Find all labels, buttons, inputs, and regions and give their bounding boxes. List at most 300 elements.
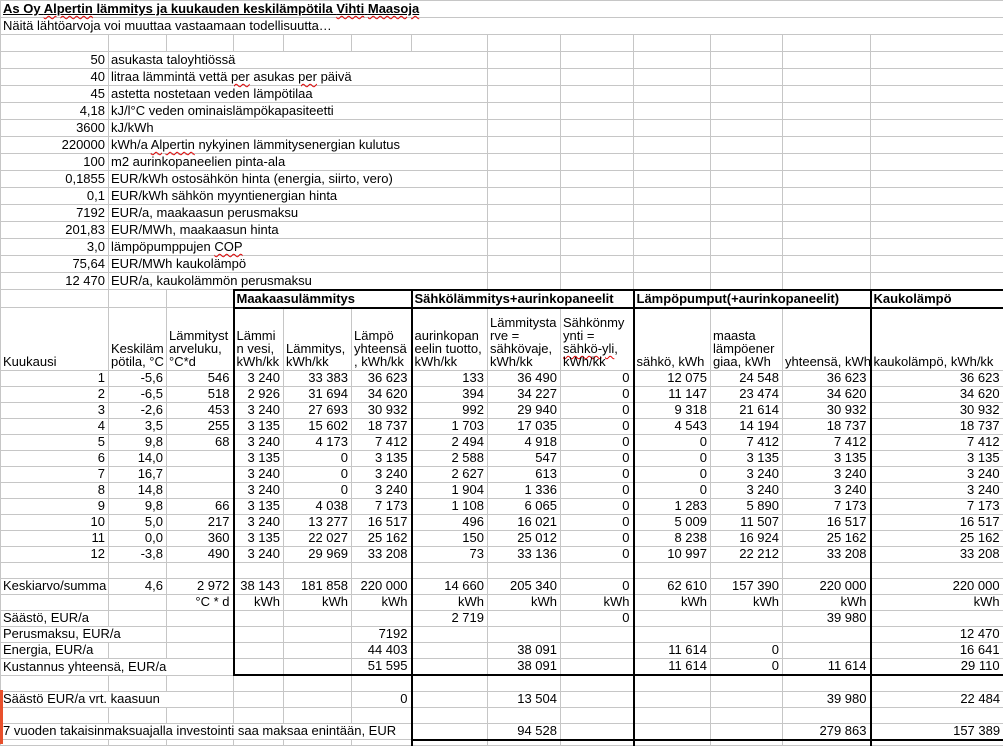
data-cell[interactable]: 15 602 xyxy=(284,419,352,435)
cell[interactable] xyxy=(871,239,1003,256)
column-header[interactable]: Lämmitys, kWh/kk xyxy=(284,308,352,371)
cell[interactable] xyxy=(561,35,634,52)
cell[interactable] xyxy=(167,707,234,723)
param-value[interactable]: 220000 xyxy=(1,137,109,154)
value-cell[interactable]: 2 719 xyxy=(412,611,488,627)
value-cell[interactable] xyxy=(561,627,634,643)
data-cell[interactable]: 24 548 xyxy=(711,371,783,387)
param-label[interactable]: kWh/a Alpertin nykyinen lämmitysenergian kulutus xyxy=(109,137,488,154)
value-cell[interactable]: kWh xyxy=(783,595,871,611)
cell[interactable] xyxy=(234,563,284,579)
value-cell[interactable] xyxy=(561,723,634,740)
value-cell[interactable] xyxy=(234,611,284,627)
column-header[interactable]: Sähkönmyynti = sähkö-yli, kWh/kk xyxy=(561,308,634,371)
cell[interactable] xyxy=(711,222,783,239)
cell[interactable] xyxy=(488,563,561,579)
group-header[interactable]: Lämpöpumput(+aurinkopaneelit) xyxy=(634,290,871,308)
cell[interactable] xyxy=(634,205,711,222)
data-cell[interactable]: 4 173 xyxy=(284,435,352,451)
value-cell[interactable] xyxy=(109,595,167,611)
cell[interactable] xyxy=(488,740,561,746)
value-cell[interactable] xyxy=(711,627,783,643)
column-header[interactable]: aurinkopaneelin tuotto, kWh/kk xyxy=(412,308,488,371)
cell[interactable] xyxy=(871,86,1003,103)
data-cell[interactable]: 3,5 xyxy=(109,419,167,435)
data-cell[interactable]: 2 588 xyxy=(412,451,488,467)
value-cell[interactable] xyxy=(634,611,711,627)
cell[interactable] xyxy=(488,707,561,723)
cell[interactable] xyxy=(634,563,711,579)
value-cell[interactable]: 94 528 xyxy=(488,723,561,740)
cell[interactable] xyxy=(871,707,1003,723)
value-cell[interactable] xyxy=(284,691,352,707)
column-header[interactable]: sähkö, kWh xyxy=(634,308,711,371)
value-cell[interactable] xyxy=(234,643,284,659)
cell[interactable] xyxy=(783,35,871,52)
data-cell[interactable]: 992 xyxy=(412,403,488,419)
cell[interactable] xyxy=(711,137,783,154)
data-cell[interactable]: 3 240 xyxy=(871,467,1003,483)
data-cell[interactable]: 6 065 xyxy=(488,499,561,515)
value-cell[interactable]: 157 389 xyxy=(871,723,1003,740)
data-cell[interactable]: 34 620 xyxy=(783,387,871,403)
data-cell[interactable]: 5 xyxy=(1,435,109,451)
value-cell[interactable] xyxy=(871,611,1003,627)
cell[interactable] xyxy=(871,52,1003,69)
cell[interactable] xyxy=(488,154,561,171)
cell[interactable] xyxy=(412,675,488,691)
cell[interactable] xyxy=(234,675,284,691)
value-cell[interactable]: 38 091 xyxy=(488,659,561,676)
value-cell[interactable] xyxy=(167,611,234,627)
cell[interactable] xyxy=(634,239,711,256)
cell[interactable] xyxy=(634,675,711,691)
cell[interactable] xyxy=(711,86,783,103)
param-label[interactable]: kJ/kWh xyxy=(109,120,488,137)
param-label[interactable]: EUR/kWh ostosähkön hinta (energia, siirto, vero) xyxy=(109,171,488,188)
cell[interactable] xyxy=(783,86,871,103)
param-value[interactable]: 50 xyxy=(1,52,109,69)
cell[interactable] xyxy=(634,137,711,154)
data-cell[interactable]: 30 932 xyxy=(871,403,1003,419)
cell[interactable] xyxy=(561,563,634,579)
value-cell[interactable] xyxy=(234,691,284,707)
data-cell[interactable]: 3 xyxy=(1,403,109,419)
value-cell[interactable]: 0 xyxy=(352,691,412,707)
value-cell[interactable] xyxy=(284,611,352,627)
cell[interactable] xyxy=(871,188,1003,205)
value-cell[interactable] xyxy=(783,643,871,659)
cell[interactable] xyxy=(634,86,711,103)
data-cell[interactable]: 217 xyxy=(167,515,234,531)
cell[interactable] xyxy=(783,171,871,188)
cell[interactable] xyxy=(783,740,871,746)
cell[interactable] xyxy=(871,137,1003,154)
param-label[interactable]: EUR/MWh kaukolämpö xyxy=(109,256,488,273)
data-cell[interactable]: 490 xyxy=(167,547,234,563)
cell[interactable] xyxy=(871,69,1003,86)
data-cell[interactable]: 8 xyxy=(1,483,109,499)
data-cell[interactable]: 0 xyxy=(634,435,711,451)
cell[interactable] xyxy=(783,707,871,723)
value-cell[interactable]: 0 xyxy=(711,643,783,659)
value-cell[interactable] xyxy=(561,659,634,676)
cell[interactable] xyxy=(561,154,634,171)
cell[interactable] xyxy=(167,675,234,691)
data-cell[interactable]: 613 xyxy=(488,467,561,483)
cell[interactable] xyxy=(412,740,488,746)
cell[interactable] xyxy=(488,205,561,222)
data-cell[interactable]: 34 620 xyxy=(871,387,1003,403)
cell[interactable] xyxy=(167,35,234,52)
cell[interactable] xyxy=(1,35,109,52)
value-cell[interactable]: °C * d xyxy=(167,595,234,611)
cell[interactable] xyxy=(167,563,234,579)
cell[interactable] xyxy=(634,120,711,137)
cell[interactable] xyxy=(783,222,871,239)
cell[interactable] xyxy=(488,256,561,273)
value-cell[interactable] xyxy=(488,611,561,627)
cell[interactable] xyxy=(167,740,234,746)
cell[interactable] xyxy=(871,103,1003,120)
cell[interactable] xyxy=(634,707,711,723)
cell[interactable] xyxy=(561,707,634,723)
data-cell[interactable]: 3 240 xyxy=(234,467,284,483)
value-cell[interactable]: 0 xyxy=(561,611,634,627)
data-cell[interactable]: 3 240 xyxy=(234,371,284,387)
data-cell[interactable]: 16 021 xyxy=(488,515,561,531)
data-cell[interactable]: 3 135 xyxy=(234,499,284,515)
data-cell[interactable]: 16 517 xyxy=(352,515,412,531)
cell[interactable] xyxy=(711,563,783,579)
data-cell[interactable]: 3 240 xyxy=(783,483,871,499)
cell[interactable] xyxy=(1,290,109,308)
data-cell[interactable]: 546 xyxy=(167,371,234,387)
cell[interactable] xyxy=(167,290,234,308)
cell[interactable] xyxy=(634,740,711,746)
data-cell[interactable]: 7 412 xyxy=(352,435,412,451)
cell[interactable] xyxy=(488,239,561,256)
data-cell[interactable]: 36 490 xyxy=(488,371,561,387)
data-cell[interactable]: 7 412 xyxy=(871,435,1003,451)
data-cell[interactable]: 453 xyxy=(167,403,234,419)
data-cell[interactable]: 360 xyxy=(167,531,234,547)
cell[interactable] xyxy=(634,171,711,188)
cell[interactable] xyxy=(352,563,412,579)
cell[interactable] xyxy=(711,675,783,691)
cell[interactable] xyxy=(561,740,634,746)
data-cell[interactable]: 7 173 xyxy=(871,499,1003,515)
param-value[interactable]: 7192 xyxy=(1,205,109,222)
value-cell[interactable]: kWh xyxy=(352,595,412,611)
cell[interactable] xyxy=(488,35,561,52)
value-cell[interactable]: 39 980 xyxy=(783,611,871,627)
data-cell[interactable]: 2 xyxy=(1,387,109,403)
cell[interactable] xyxy=(634,35,711,52)
value-cell[interactable] xyxy=(783,627,871,643)
value-cell[interactable] xyxy=(234,659,284,676)
cell[interactable] xyxy=(783,675,871,691)
data-cell[interactable]: 133 xyxy=(412,371,488,387)
cell[interactable] xyxy=(352,707,412,723)
data-cell[interactable]: 34 227 xyxy=(488,387,561,403)
data-cell[interactable]: 3 240 xyxy=(234,435,284,451)
value-cell[interactable] xyxy=(167,627,234,643)
cell[interactable] xyxy=(561,222,634,239)
value-cell[interactable]: 62 610 xyxy=(634,579,711,595)
value-cell[interactable]: kWh xyxy=(412,595,488,611)
data-cell[interactable]: 0 xyxy=(284,451,352,467)
param-value[interactable]: 3,0 xyxy=(1,239,109,256)
column-header[interactable]: Lämmitystarve = sähkövaje, kWh/kk xyxy=(488,308,561,371)
cell[interactable] xyxy=(783,188,871,205)
cell[interactable] xyxy=(488,120,561,137)
data-cell[interactable]: 1 xyxy=(1,371,109,387)
cell[interactable] xyxy=(109,35,167,52)
cell[interactable] xyxy=(711,239,783,256)
data-cell[interactable]: 0,0 xyxy=(109,531,167,547)
cell[interactable] xyxy=(634,273,711,290)
value-cell[interactable]: 0 xyxy=(711,659,783,676)
cell[interactable] xyxy=(871,35,1003,52)
data-cell[interactable]: 18 737 xyxy=(783,419,871,435)
param-value[interactable]: 3600 xyxy=(1,120,109,137)
param-label[interactable]: EUR/a, kaukolämmön perusmaksu xyxy=(109,273,488,290)
row-label[interactable]: Energia, EUR/a xyxy=(1,643,109,659)
value-cell[interactable]: 2 972 xyxy=(167,579,234,595)
cell[interactable] xyxy=(488,86,561,103)
cell[interactable] xyxy=(711,740,783,746)
cell[interactable] xyxy=(352,740,412,746)
data-cell[interactable]: 17 035 xyxy=(488,419,561,435)
cell[interactable] xyxy=(711,120,783,137)
data-cell[interactable]: 25 162 xyxy=(783,531,871,547)
value-cell[interactable]: 51 595 xyxy=(352,659,412,676)
value-cell[interactable] xyxy=(634,627,711,643)
value-cell[interactable]: 11 614 xyxy=(783,659,871,676)
value-cell[interactable]: 29 110 xyxy=(871,659,1003,676)
data-cell[interactable]: 4 543 xyxy=(634,419,711,435)
value-cell[interactable]: kWh xyxy=(634,595,711,611)
value-cell[interactable] xyxy=(109,611,167,627)
data-cell[interactable]: 1 108 xyxy=(412,499,488,515)
value-cell[interactable] xyxy=(634,691,711,707)
cell[interactable] xyxy=(1,675,109,691)
data-cell[interactable]: 3 135 xyxy=(234,531,284,547)
data-cell[interactable] xyxy=(167,467,234,483)
param-label[interactable]: litraa lämmintä vettä per asukas per päivä xyxy=(109,69,488,86)
cell[interactable] xyxy=(284,707,352,723)
data-cell[interactable]: 66 xyxy=(167,499,234,515)
param-value[interactable]: 201,83 xyxy=(1,222,109,239)
value-cell[interactable] xyxy=(634,723,711,740)
cell[interactable] xyxy=(488,171,561,188)
value-cell[interactable]: 12 470 xyxy=(871,627,1003,643)
data-cell[interactable]: 9 xyxy=(1,499,109,515)
row-label[interactable]: 7 vuoden takaisinmaksuajalla investointi saa maksaa enintään, EUR xyxy=(1,723,412,740)
data-cell[interactable]: 25 162 xyxy=(871,531,1003,547)
param-value[interactable]: 12 470 xyxy=(1,273,109,290)
cell[interactable] xyxy=(488,188,561,205)
cell[interactable] xyxy=(561,52,634,69)
param-value[interactable]: 0,1 xyxy=(1,188,109,205)
data-cell[interactable]: 0 xyxy=(561,483,634,499)
param-value[interactable]: 75,64 xyxy=(1,256,109,273)
row-label[interactable]: Keskiarvo/summa xyxy=(1,579,109,595)
cell[interactable] xyxy=(871,205,1003,222)
cell[interactable] xyxy=(711,154,783,171)
data-cell[interactable]: 3 240 xyxy=(352,483,412,499)
cell[interactable] xyxy=(352,35,412,52)
data-cell[interactable]: 3 135 xyxy=(234,451,284,467)
data-cell[interactable]: 0 xyxy=(561,419,634,435)
value-cell[interactable]: 13 504 xyxy=(488,691,561,707)
value-cell[interactable] xyxy=(711,723,783,740)
value-cell[interactable] xyxy=(412,723,488,740)
cell[interactable] xyxy=(871,171,1003,188)
cell[interactable] xyxy=(488,675,561,691)
param-label[interactable]: kJ/l°C veden ominaislämpökapasiteetti xyxy=(109,103,488,120)
data-cell[interactable]: 7 173 xyxy=(352,499,412,515)
value-cell[interactable]: 38 091 xyxy=(488,643,561,659)
data-cell[interactable]: 16 517 xyxy=(783,515,871,531)
value-cell[interactable]: 205 340 xyxy=(488,579,561,595)
param-value[interactable]: 100 xyxy=(1,154,109,171)
cell[interactable] xyxy=(488,52,561,69)
value-cell[interactable]: 44 403 xyxy=(352,643,412,659)
column-header[interactable]: Lämpö yhteensä, kWh/kk xyxy=(352,308,412,371)
data-cell[interactable]: 0 xyxy=(634,451,711,467)
value-cell[interactable]: 11 614 xyxy=(634,659,711,676)
value-cell[interactable]: 181 858 xyxy=(284,579,352,595)
data-cell[interactable]: -2,6 xyxy=(109,403,167,419)
data-cell[interactable]: 27 693 xyxy=(284,403,352,419)
data-cell[interactable]: 3 135 xyxy=(234,419,284,435)
data-cell[interactable]: 0 xyxy=(284,483,352,499)
data-cell[interactable]: 0 xyxy=(561,531,634,547)
value-cell[interactable]: 220 000 xyxy=(871,579,1003,595)
data-cell[interactable]: 8 238 xyxy=(634,531,711,547)
cell[interactable] xyxy=(634,256,711,273)
param-label[interactable]: EUR/a, maakaasun perusmaksu xyxy=(109,205,488,222)
data-cell[interactable]: 36 623 xyxy=(871,371,1003,387)
data-cell[interactable]: 9 318 xyxy=(634,403,711,419)
data-cell[interactable]: 2 627 xyxy=(412,467,488,483)
value-cell[interactable] xyxy=(561,691,634,707)
cell[interactable] xyxy=(634,188,711,205)
data-cell[interactable]: 18 737 xyxy=(352,419,412,435)
group-header[interactable]: Kaukolämpö xyxy=(871,290,1003,308)
data-cell[interactable]: 9,8 xyxy=(109,435,167,451)
cell[interactable] xyxy=(634,222,711,239)
cell[interactable] xyxy=(711,707,783,723)
data-cell[interactable]: 7 412 xyxy=(711,435,783,451)
data-cell[interactable]: 1 336 xyxy=(488,483,561,499)
value-cell[interactable] xyxy=(284,643,352,659)
param-label[interactable]: EUR/MWh, maakaasun hinta xyxy=(109,222,488,239)
cell[interactable] xyxy=(561,69,634,86)
data-cell[interactable]: 0 xyxy=(284,467,352,483)
value-cell[interactable] xyxy=(711,611,783,627)
column-header[interactable]: yhteensä, kWh xyxy=(783,308,871,371)
value-cell[interactable]: 0 xyxy=(561,579,634,595)
data-cell[interactable]: 10 xyxy=(1,515,109,531)
data-cell[interactable]: 73 xyxy=(412,547,488,563)
column-header[interactable]: Lämmin vesi, kWh/kk xyxy=(234,308,284,371)
column-header[interactable]: maasta lämpöenergiaa, kWh xyxy=(711,308,783,371)
cell[interactable] xyxy=(412,35,488,52)
data-cell[interactable]: 150 xyxy=(412,531,488,547)
cell[interactable] xyxy=(352,675,412,691)
data-cell[interactable]: 10 997 xyxy=(634,547,711,563)
row-label[interactable]: Perusmaksu, EUR/a xyxy=(1,627,167,643)
cell[interactable] xyxy=(561,273,634,290)
data-cell[interactable]: 0 xyxy=(561,387,634,403)
cell[interactable] xyxy=(234,707,284,723)
data-cell[interactable]: 31 694 xyxy=(284,387,352,403)
cell[interactable] xyxy=(109,707,167,723)
data-cell[interactable]: 7 xyxy=(1,467,109,483)
data-cell[interactable]: 1 703 xyxy=(412,419,488,435)
cell[interactable] xyxy=(783,256,871,273)
data-cell[interactable]: 36 623 xyxy=(783,371,871,387)
value-cell[interactable]: 38 143 xyxy=(234,579,284,595)
cell[interactable] xyxy=(561,256,634,273)
cell[interactable] xyxy=(109,563,167,579)
cell[interactable] xyxy=(1,563,109,579)
value-cell[interactable] xyxy=(412,691,488,707)
cell[interactable] xyxy=(561,86,634,103)
value-cell[interactable]: 157 390 xyxy=(711,579,783,595)
cell[interactable] xyxy=(561,103,634,120)
data-cell[interactable]: 2 494 xyxy=(412,435,488,451)
value-cell[interactable]: 220 000 xyxy=(783,579,871,595)
cell[interactable] xyxy=(488,222,561,239)
data-cell[interactable]: 7 412 xyxy=(783,435,871,451)
cell[interactable] xyxy=(561,205,634,222)
data-cell[interactable]: 255 xyxy=(167,419,234,435)
cell[interactable] xyxy=(234,35,284,52)
value-cell[interactable]: kWh xyxy=(711,595,783,611)
data-cell[interactable]: 0 xyxy=(561,371,634,387)
cell[interactable] xyxy=(109,675,167,691)
value-cell[interactable]: 16 641 xyxy=(871,643,1003,659)
cell[interactable] xyxy=(561,188,634,205)
data-cell[interactable]: 13 277 xyxy=(284,515,352,531)
data-cell[interactable]: 4 038 xyxy=(284,499,352,515)
data-cell[interactable]: 29 940 xyxy=(488,403,561,419)
cell[interactable] xyxy=(561,675,634,691)
column-header[interactable]: Lämmitystarveluku, °C*d xyxy=(167,308,234,371)
cell[interactable] xyxy=(284,35,352,52)
value-cell[interactable] xyxy=(561,643,634,659)
data-cell[interactable]: 518 xyxy=(167,387,234,403)
cell[interactable] xyxy=(783,120,871,137)
cell[interactable] xyxy=(109,740,167,746)
data-cell[interactable]: 0 xyxy=(561,515,634,531)
data-cell[interactable]: 14,8 xyxy=(109,483,167,499)
value-cell[interactable]: kWh xyxy=(871,595,1003,611)
row-label[interactable]: Säästö, EUR/a xyxy=(1,611,109,627)
value-cell[interactable] xyxy=(109,643,167,659)
value-cell[interactable]: 4,6 xyxy=(109,579,167,595)
cell[interactable] xyxy=(561,239,634,256)
cell[interactable] xyxy=(783,103,871,120)
param-label[interactable]: m2 aurinkopaneelien pinta-ala xyxy=(109,154,488,171)
cell[interactable] xyxy=(711,205,783,222)
param-value[interactable]: 0,1855 xyxy=(1,171,109,188)
data-cell[interactable]: 0 xyxy=(561,547,634,563)
